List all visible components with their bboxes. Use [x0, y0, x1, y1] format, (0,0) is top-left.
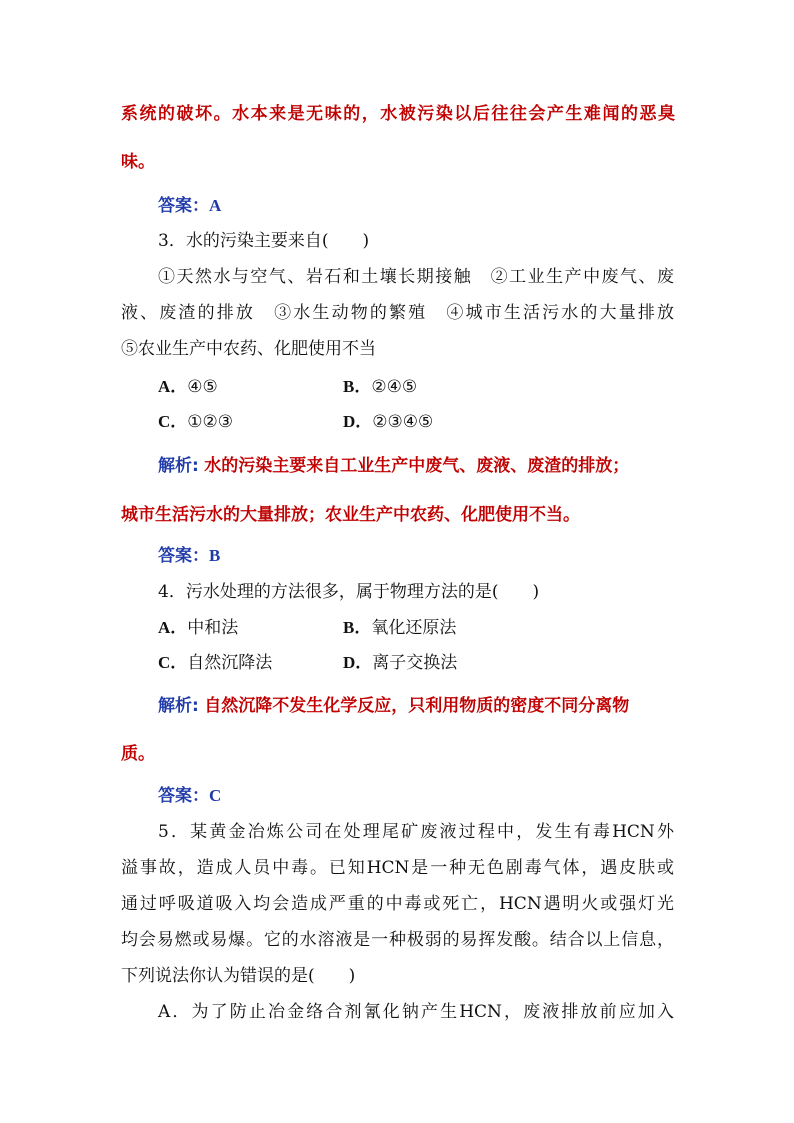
option-text: ②④⑤ [371, 377, 418, 397]
option-letter: A． [158, 377, 188, 396]
answer-value: B [209, 546, 221, 565]
q3-option-b [343, 376, 417, 398]
answer-label: 答案： [158, 786, 209, 806]
q3-option-d [343, 411, 433, 433]
q3-option-c [158, 411, 233, 433]
analysis-text: 水的污染主要来自工业生产中废气、废液、废渣的排放； [204, 456, 630, 476]
q4-analysis-line-2: 质。 [121, 744, 155, 764]
analysis-label: 解析: [158, 456, 199, 476]
option-text: 自然沉降法 [187, 653, 273, 673]
option-letter: C． [158, 412, 188, 431]
q4-option-c [158, 652, 272, 674]
option-letter: A． [158, 618, 188, 637]
option-letter: D． [343, 412, 373, 431]
q5-line-4: 均会易燃或易爆。它的水溶液是一种极弱的易挥发酸。结合以上信息， [121, 930, 674, 950]
q5-line-5: 下列说法你认为错误的是( ) [121, 966, 356, 986]
option-text: ①②③ [187, 412, 234, 432]
q4-option-a [158, 617, 238, 639]
q4-answer [158, 785, 221, 807]
q3-answer [158, 545, 220, 567]
q4-option-d [343, 652, 457, 674]
analysis-text: 自然沉降不发生化学反应，只利用物质的密度不同分离物 [204, 696, 630, 716]
q3-items-line-3: ⑤农业生产中农药、化肥使用不当 [121, 339, 376, 359]
q4-stem: 4．污水处理的方法很多，属于物理方法的是( ) [158, 582, 540, 602]
q3-stem: 3．水的污染主要来自( ) [158, 231, 370, 251]
answer-label: 答案： [158, 546, 209, 566]
q5-line-2: 溢事故，造成人员中毒。已知HCN是一种无色剧毒气体，遇皮肤或 [121, 858, 674, 878]
q5-option-a: A．为了防止冶金络合剂氰化钠产生HCN，废液排放前应加入 [158, 1002, 674, 1022]
q4-option-b [343, 617, 456, 639]
q3-analysis-line-2: 城市生活污水的大量排放；农业生产中农药、化肥使用不当。 [121, 505, 580, 525]
option-letter: C． [158, 653, 188, 672]
q3-items-line-1: ①天然水与空气、岩石和土壤长期接触 ②工业生产中废气、废 [158, 267, 674, 287]
option-letter: B． [343, 377, 372, 396]
q3-option-a [158, 376, 218, 398]
analysis-label: 解析: [158, 696, 199, 716]
option-text: 离子交换法 [372, 653, 458, 673]
prev-analysis-line-2: 味。 [121, 152, 155, 172]
option-text: 中和法 [187, 618, 239, 638]
q5-line-3: 通过呼吸道吸入均会造成严重的中毒或死亡，HCN遇明火或强灯光 [121, 894, 674, 914]
answer-label: 答案： [158, 196, 209, 216]
q3-analysis-line-1 [158, 455, 676, 477]
prev-analysis-line-1: 系统的破坏。水本来是无味的，水被污染以后往往会产生难闻的恶臭 [121, 104, 675, 124]
q5-line-1: 5．某黄金冶炼公司在处理尾矿废液过程中，发生有毒HCN外 [158, 822, 674, 842]
q4-analysis-line-1 [158, 695, 629, 717]
answer-value: A [209, 196, 222, 215]
option-letter: B． [343, 618, 372, 637]
option-letter: D． [343, 653, 373, 672]
option-text: ②③④⑤ [372, 412, 434, 432]
q2-answer [158, 195, 221, 217]
option-text: ④⑤ [187, 377, 218, 397]
option-text: 氧化还原法 [371, 618, 457, 638]
q3-items-line-2: 液、废渣的排放 ③水生动物的繁殖 ④城市生活污水的大量排放 [121, 303, 674, 323]
answer-value: C [209, 786, 222, 805]
